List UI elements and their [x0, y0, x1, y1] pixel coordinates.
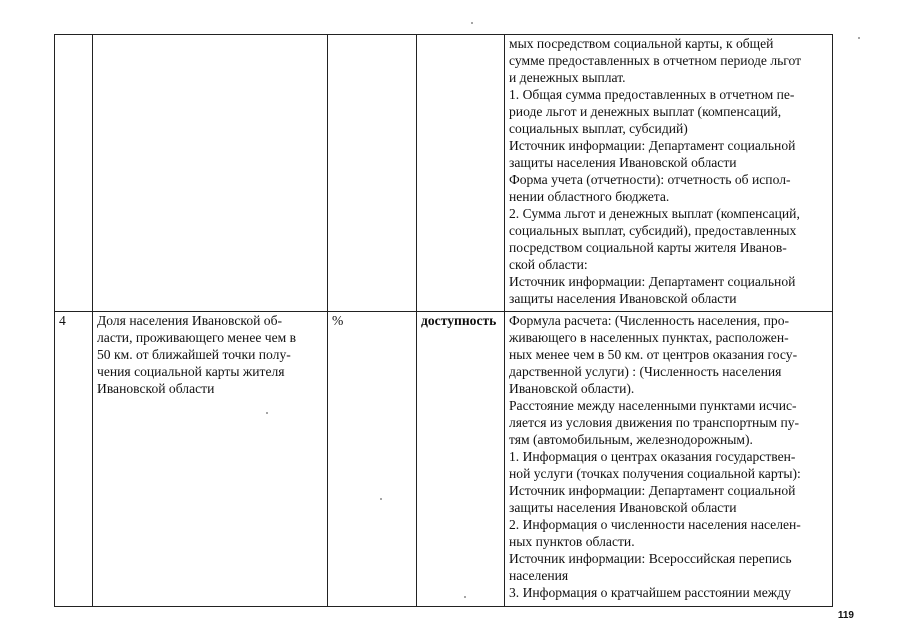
indicator-name-line: Ивановской области [97, 381, 215, 396]
description-line: ляется из условия движения по транспортным пу- [509, 415, 800, 430]
description-line: защиты населения Ивановской области [509, 291, 737, 306]
description-line: 1. Информация о центрах оказания государствен- [509, 449, 796, 464]
indicator-name-cell [93, 312, 328, 607]
row-number-cell [55, 35, 93, 312]
indicator-name-line: чения социальной карты жителя [97, 364, 285, 379]
description-cell [505, 35, 833, 312]
description-line: ной услуги (точках получения социальной карты): [509, 466, 801, 481]
description-line: ской области: [509, 257, 588, 272]
description-line: Источник информации: Всероссийская перепись [509, 551, 792, 566]
table-row [55, 35, 833, 312]
table-row [55, 312, 833, 607]
description-line: 2. Информация о численности населения населен- [509, 517, 801, 532]
indicator-name-line: 50 км. от ближайшей точки полу- [97, 347, 291, 362]
description-line: 3. Информация о кратчайшем расстоянии между [509, 585, 791, 600]
row-number-cell: 4 [55, 312, 93, 607]
description-line: тям (автомобильным, железнодорожным). [509, 432, 753, 447]
description-line: и денежных выплат. [509, 70, 626, 85]
indicator-table [54, 34, 833, 607]
description-line: населения [509, 568, 569, 583]
description-line: Ивановской области). [509, 381, 635, 396]
indicator-type-cell [417, 35, 505, 312]
scan-speck [266, 412, 268, 414]
unit-cell [328, 35, 417, 312]
indicator-name-line: Доля населения Ивановской об- [97, 313, 283, 328]
description-line: живающего в населенных пунктах, расположен- [509, 330, 789, 345]
description-line: посредством социальной карты жителя Иванов- [509, 240, 787, 255]
unit-cell: % [328, 312, 417, 607]
scan-speck [380, 498, 382, 500]
description-line: защиты населения Ивановской области [509, 500, 737, 515]
description-line: Расстояние между населенными пунктами исчис- [509, 398, 797, 413]
indicator-name-cell [93, 35, 328, 312]
description-line: Источник информации: Департамент социальной [509, 483, 796, 498]
indicator-name-line: ласти, проживающего менее чем в [97, 330, 297, 345]
description-line: Формула расчета: (Численность населения, про- [509, 313, 790, 328]
description-line: мых посредством социальной карты, к общей [509, 36, 774, 51]
description-line: Форма учета (отчетности): отчетность об испол- [509, 172, 791, 187]
description-line: дарственной услуги) : (Численность населения [509, 364, 782, 379]
description-line: 1. Общая сумма предоставленных в отчетном пе- [509, 87, 795, 102]
description-line: Источник информации: Департамент социальной [509, 274, 796, 289]
description-line: сумме предоставленных в отчетном периоде льгот [509, 53, 802, 68]
description-line: риоде льгот и денежных выплат (компенсаций, [509, 104, 782, 119]
scan-speck [858, 37, 860, 39]
description-line: ных пунктов области. [509, 534, 635, 549]
description-line: ных менее чем в 50 км. от центров оказания госу- [509, 347, 798, 362]
description-line: 2. Сумма льгот и денежных выплат (компенсаций, [509, 206, 800, 221]
indicator-type-cell: доступность [417, 312, 505, 607]
page-number: 119 [837, 610, 854, 621]
description-line: социальных выплат, субсидий) [509, 121, 688, 136]
description-line: защиты населения Ивановской области [509, 155, 737, 170]
description-line: нении областного бюджета. [509, 189, 670, 204]
description-line: социальных выплат, субсидий), предоставленных [509, 223, 797, 238]
description-line: Источник информации: Департамент социальной [509, 138, 796, 153]
scan-speck [464, 596, 466, 598]
scan-speck [471, 22, 473, 24]
description-cell [505, 312, 833, 607]
